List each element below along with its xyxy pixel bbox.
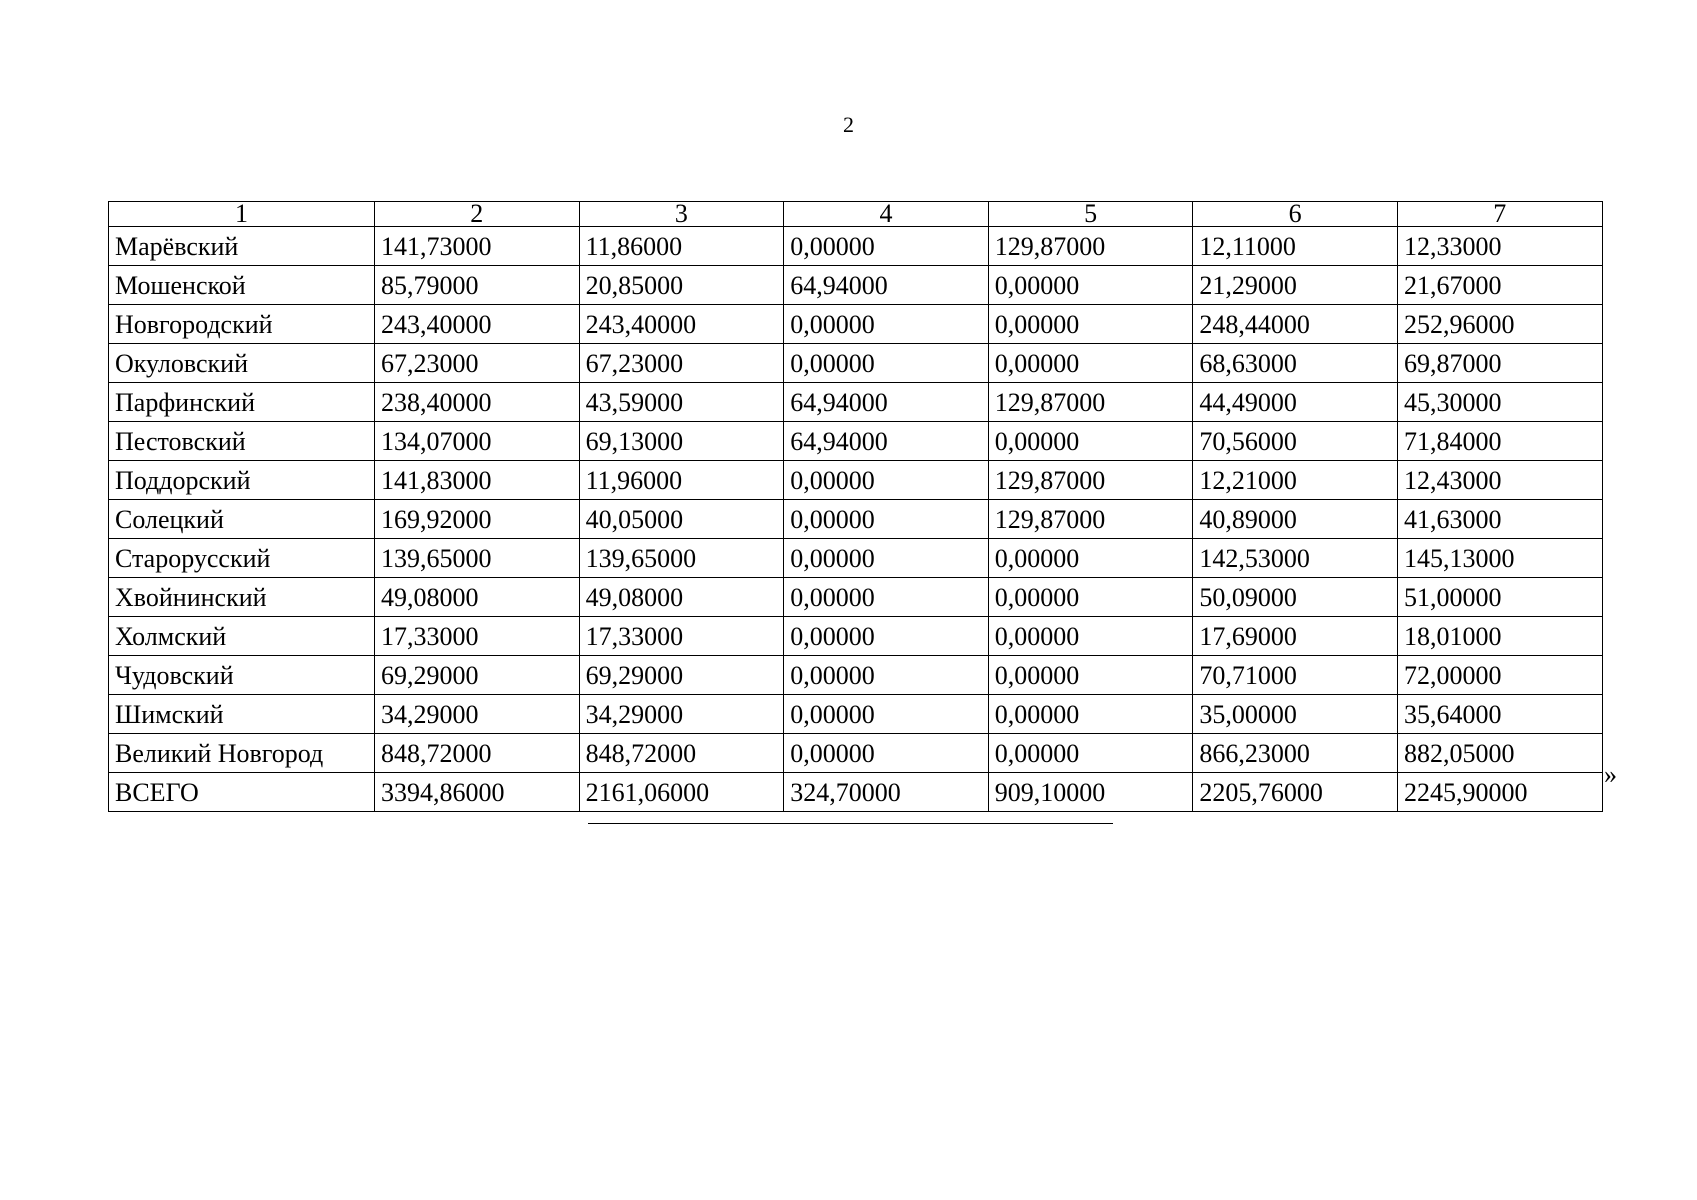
value-col-5-cell: 0,00000 xyxy=(988,305,1193,344)
value-col-6-cell: 21,29000 xyxy=(1193,266,1398,305)
value-col-2-cell: 134,07000 xyxy=(375,422,580,461)
district-name-cell: Новгородский xyxy=(109,305,375,344)
value-col-3-cell: 43,59000 xyxy=(579,383,784,422)
value-col-3-cell: 848,72000 xyxy=(579,734,784,773)
total-row xyxy=(109,773,1603,812)
value-col-6-cell: 866,23000 xyxy=(1193,734,1398,773)
value-col-3-cell: 11,96000 xyxy=(579,461,784,500)
value-col-2-cell: 141,73000 xyxy=(375,227,580,266)
value-col-4-cell: 0,00000 xyxy=(784,617,989,656)
value-col-5-cell: 0,00000 xyxy=(988,539,1193,578)
value-col-5-cell: 129,87000 xyxy=(988,461,1193,500)
value-col-7-cell: 45,30000 xyxy=(1397,383,1602,422)
value-col-7-cell: 252,96000 xyxy=(1397,305,1602,344)
district-name-cell: Пестовский xyxy=(109,422,375,461)
value-col-3-cell: 67,23000 xyxy=(579,344,784,383)
column-header: 5 xyxy=(988,202,1193,227)
value-col-2-cell: 69,29000 xyxy=(375,656,580,695)
value-col-4-cell: 0,00000 xyxy=(784,734,989,773)
column-header: 7 xyxy=(1397,202,1602,227)
district-name-cell: Чудовский xyxy=(109,656,375,695)
value-col-4-cell: 0,00000 xyxy=(784,578,989,617)
value-col-2-cell: 238,40000 xyxy=(375,383,580,422)
value-col-5-cell: 0,00000 xyxy=(988,617,1193,656)
value-col-3-cell: 69,29000 xyxy=(579,656,784,695)
value-col-7-cell: 72,00000 xyxy=(1397,656,1602,695)
table-row xyxy=(109,656,1603,695)
district-name-cell: Шимский xyxy=(109,695,375,734)
table-row xyxy=(109,305,1603,344)
value-col-3-cell: 20,85000 xyxy=(579,266,784,305)
value-col-2-cell: 848,72000 xyxy=(375,734,580,773)
district-name-cell: Окуловский xyxy=(109,344,375,383)
value-col-7-cell: 21,67000 xyxy=(1397,266,1602,305)
value-col-7-cell: 145,13000 xyxy=(1397,539,1602,578)
value-col-4-cell: 0,00000 xyxy=(784,500,989,539)
value-col-3-cell: 2161,06000 xyxy=(579,773,784,812)
value-col-7-cell: 2245,90000 xyxy=(1397,773,1602,812)
value-col-3-cell: 17,33000 xyxy=(579,617,784,656)
value-col-3-cell: 34,29000 xyxy=(579,695,784,734)
value-col-7-cell: 41,63000 xyxy=(1397,500,1602,539)
table-row xyxy=(109,461,1603,500)
value-col-6-cell: 248,44000 xyxy=(1193,305,1398,344)
value-col-6-cell: 44,49000 xyxy=(1193,383,1398,422)
value-col-5-cell: 0,00000 xyxy=(988,578,1193,617)
value-col-2-cell: 67,23000 xyxy=(375,344,580,383)
table-container xyxy=(108,201,1603,812)
table-row xyxy=(109,383,1603,422)
table-row xyxy=(109,500,1603,539)
value-col-6-cell: 40,89000 xyxy=(1193,500,1398,539)
value-col-7-cell: 69,87000 xyxy=(1397,344,1602,383)
district-name-cell: ВСЕГО xyxy=(109,773,375,812)
district-name-cell: Марёвский xyxy=(109,227,375,266)
value-col-5-cell: 129,87000 xyxy=(988,227,1193,266)
district-name-cell: Холмский xyxy=(109,617,375,656)
value-col-3-cell: 11,86000 xyxy=(579,227,784,266)
data-table xyxy=(108,201,1603,812)
column-header: 4 xyxy=(784,202,989,227)
table-header xyxy=(109,202,1603,227)
value-col-4-cell: 64,94000 xyxy=(784,383,989,422)
district-name-cell: Солецкий xyxy=(109,500,375,539)
value-col-5-cell: 0,00000 xyxy=(988,656,1193,695)
value-col-5-cell: 129,87000 xyxy=(988,383,1193,422)
district-name-cell: Старорусский xyxy=(109,539,375,578)
value-col-7-cell: 71,84000 xyxy=(1397,422,1602,461)
value-col-5-cell: 0,00000 xyxy=(988,266,1193,305)
value-col-3-cell: 69,13000 xyxy=(579,422,784,461)
table-row xyxy=(109,578,1603,617)
district-name-cell: Хвойнинский xyxy=(109,578,375,617)
value-col-7-cell: 12,33000 xyxy=(1397,227,1602,266)
table-row xyxy=(109,227,1603,266)
value-col-4-cell: 64,94000 xyxy=(784,422,989,461)
value-col-6-cell: 12,11000 xyxy=(1193,227,1398,266)
table-row xyxy=(109,266,1603,305)
value-col-5-cell: 909,10000 xyxy=(988,773,1193,812)
separator-line xyxy=(588,823,1113,824)
value-col-4-cell: 0,00000 xyxy=(784,344,989,383)
table-row xyxy=(109,344,1603,383)
value-col-3-cell: 40,05000 xyxy=(579,500,784,539)
value-col-7-cell: 35,64000 xyxy=(1397,695,1602,734)
value-col-6-cell: 2205,76000 xyxy=(1193,773,1398,812)
page-number: 2 xyxy=(843,112,854,137)
value-col-4-cell: 0,00000 xyxy=(784,461,989,500)
column-header: 1 xyxy=(109,202,375,227)
value-col-7-cell: 882,05000 xyxy=(1397,734,1602,773)
value-col-2-cell: 49,08000 xyxy=(375,578,580,617)
value-col-4-cell: 0,00000 xyxy=(784,539,989,578)
value-col-2-cell: 169,92000 xyxy=(375,500,580,539)
value-col-6-cell: 70,56000 xyxy=(1193,422,1398,461)
value-col-6-cell: 17,69000 xyxy=(1193,617,1398,656)
table-row xyxy=(109,734,1603,773)
table-row xyxy=(109,539,1603,578)
district-name-cell: Парфинский xyxy=(109,383,375,422)
value-col-7-cell: 12,43000 xyxy=(1397,461,1602,500)
value-col-5-cell: 129,87000 xyxy=(988,500,1193,539)
district-name-cell: Поддорский xyxy=(109,461,375,500)
value-col-4-cell: 64,94000 xyxy=(784,266,989,305)
value-col-6-cell: 142,53000 xyxy=(1193,539,1398,578)
district-name-cell: Великий Новгород xyxy=(109,734,375,773)
value-col-6-cell: 12,21000 xyxy=(1193,461,1398,500)
value-col-5-cell: 0,00000 xyxy=(988,695,1193,734)
closing-quote-mark: » xyxy=(1604,760,1617,789)
value-col-3-cell: 139,65000 xyxy=(579,539,784,578)
value-col-5-cell: 0,00000 xyxy=(988,422,1193,461)
value-col-5-cell: 0,00000 xyxy=(988,734,1193,773)
value-col-4-cell: 0,00000 xyxy=(784,656,989,695)
column-header: 2 xyxy=(375,202,580,227)
value-col-6-cell: 70,71000 xyxy=(1193,656,1398,695)
value-col-4-cell: 0,00000 xyxy=(784,695,989,734)
value-col-2-cell: 17,33000 xyxy=(375,617,580,656)
table-row xyxy=(109,422,1603,461)
value-col-2-cell: 139,65000 xyxy=(375,539,580,578)
value-col-3-cell: 49,08000 xyxy=(579,578,784,617)
value-col-7-cell: 18,01000 xyxy=(1397,617,1602,656)
value-col-6-cell: 68,63000 xyxy=(1193,344,1398,383)
header-row xyxy=(109,202,1603,227)
value-col-5-cell: 0,00000 xyxy=(988,344,1193,383)
value-col-6-cell: 50,09000 xyxy=(1193,578,1398,617)
table-row xyxy=(109,695,1603,734)
value-col-4-cell: 0,00000 xyxy=(784,227,989,266)
value-col-2-cell: 141,83000 xyxy=(375,461,580,500)
value-col-2-cell: 34,29000 xyxy=(375,695,580,734)
value-col-4-cell: 324,70000 xyxy=(784,773,989,812)
district-name-cell: Мошенской xyxy=(109,266,375,305)
table-row xyxy=(109,617,1603,656)
value-col-2-cell: 243,40000 xyxy=(375,305,580,344)
value-col-4-cell: 0,00000 xyxy=(784,305,989,344)
value-col-3-cell: 243,40000 xyxy=(579,305,784,344)
column-header: 6 xyxy=(1193,202,1398,227)
value-col-7-cell: 51,00000 xyxy=(1397,578,1602,617)
value-col-2-cell: 3394,86000 xyxy=(375,773,580,812)
table-body xyxy=(109,227,1603,812)
value-col-6-cell: 35,00000 xyxy=(1193,695,1398,734)
value-col-2-cell: 85,79000 xyxy=(375,266,580,305)
column-header: 3 xyxy=(579,202,784,227)
